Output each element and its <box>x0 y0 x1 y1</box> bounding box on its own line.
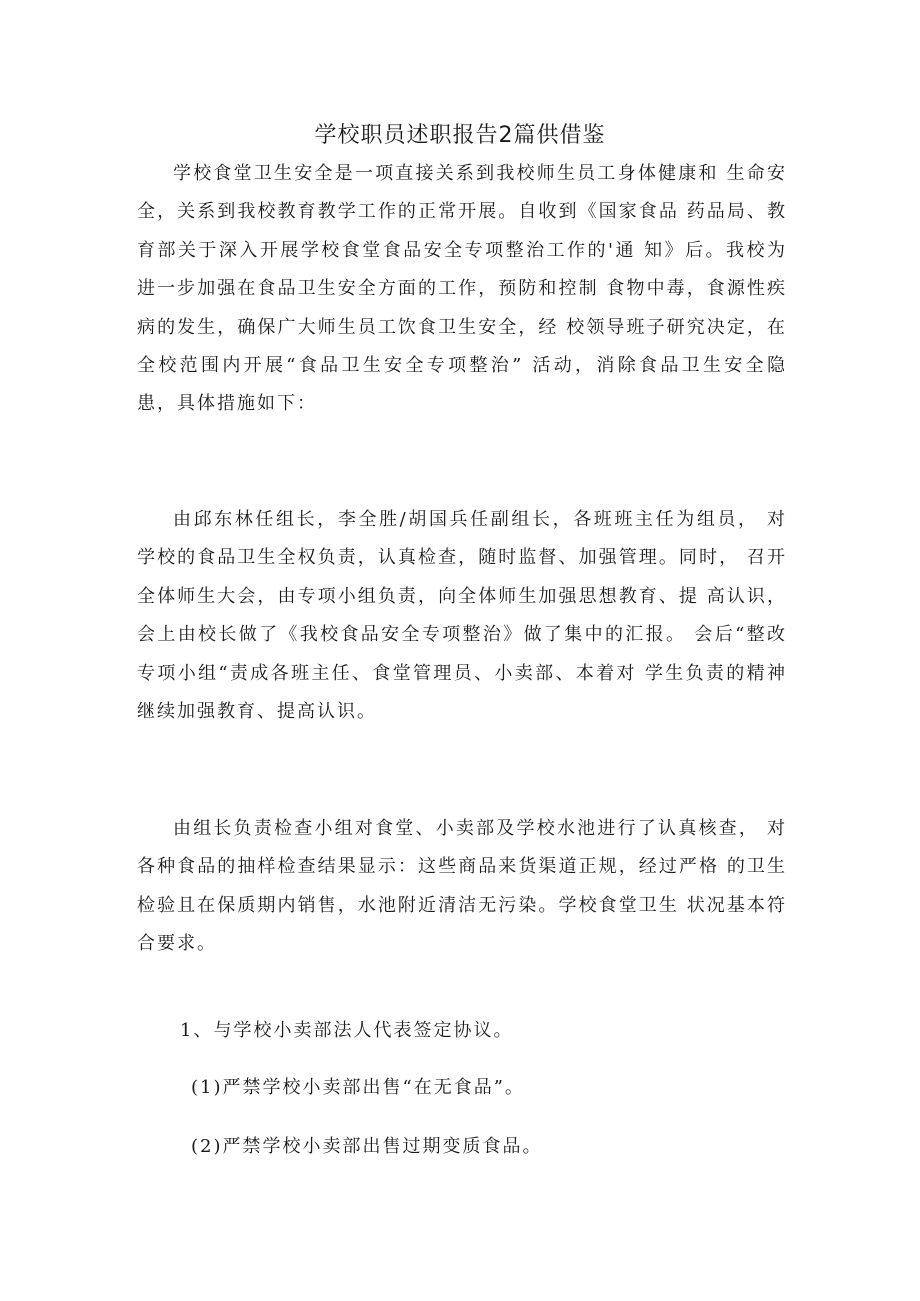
list-item-rule-1: (1)严禁学校小卖部出售“在无食品”。 <box>191 1077 525 1098</box>
list-item-rule-2: (2)严禁学校小卖部出售过期变质食品。 <box>191 1136 543 1157</box>
paragraph-leadership-group: 由邱东林任组长，李全胜/胡国兵任副组长，各班班主任为组员， 对学校的食品卫生全权负责，认真检查，随时监督、加强管理。同时， 召开全体师生大会，由专项小组负责，向全体师生加强思想教育、提 高认识，会上由校长做了《我校食品安全专项整治》做了集中的汇报。 会后“整改专项小组“责成各班主任、食堂管理员、小卖部、本着对 学生负责的精神继续加强教育、提高认识。 <box>137 509 787 723</box>
list-item-agreement: 1、与学校小卖部法人代表签定协议。 <box>180 1020 514 1041</box>
document-title: 学校职员述职报告2篇供借鉴 <box>314 123 606 148</box>
paragraph-inspection-results: 由组长负责检查小组对食堂、小卖部及学校水池进行了认真核查， 对各种食品的抽样检查结果显示：这些商品来货渠道正规，经过严格 的卫生检验且在保质期内销售，水池附近清洁无污染。学校食堂卫生 状况基本符合要求。 <box>137 818 787 955</box>
paragraph-food-safety-intro: 学校食堂卫生安全是一项直接关系到我校师生员工身体健康和 生命安全，关系到我校教育教学工作的正常开展。自收到《国家食品 药品局、教育部关于深入开展学校食堂食品安全专项整治工作的'通 知》后。我校为进一步加强在食品卫生安全方面的工作，预防和控制 食物中毒，食源性疾病的发生，确保广大师生员工饮食卫生安全，经 校领导班子研究决定，在全校范围内开展“食品卫生安全专项整治” 活动，消除食品卫生安全隐患，具体措施如下： <box>137 163 787 415</box>
